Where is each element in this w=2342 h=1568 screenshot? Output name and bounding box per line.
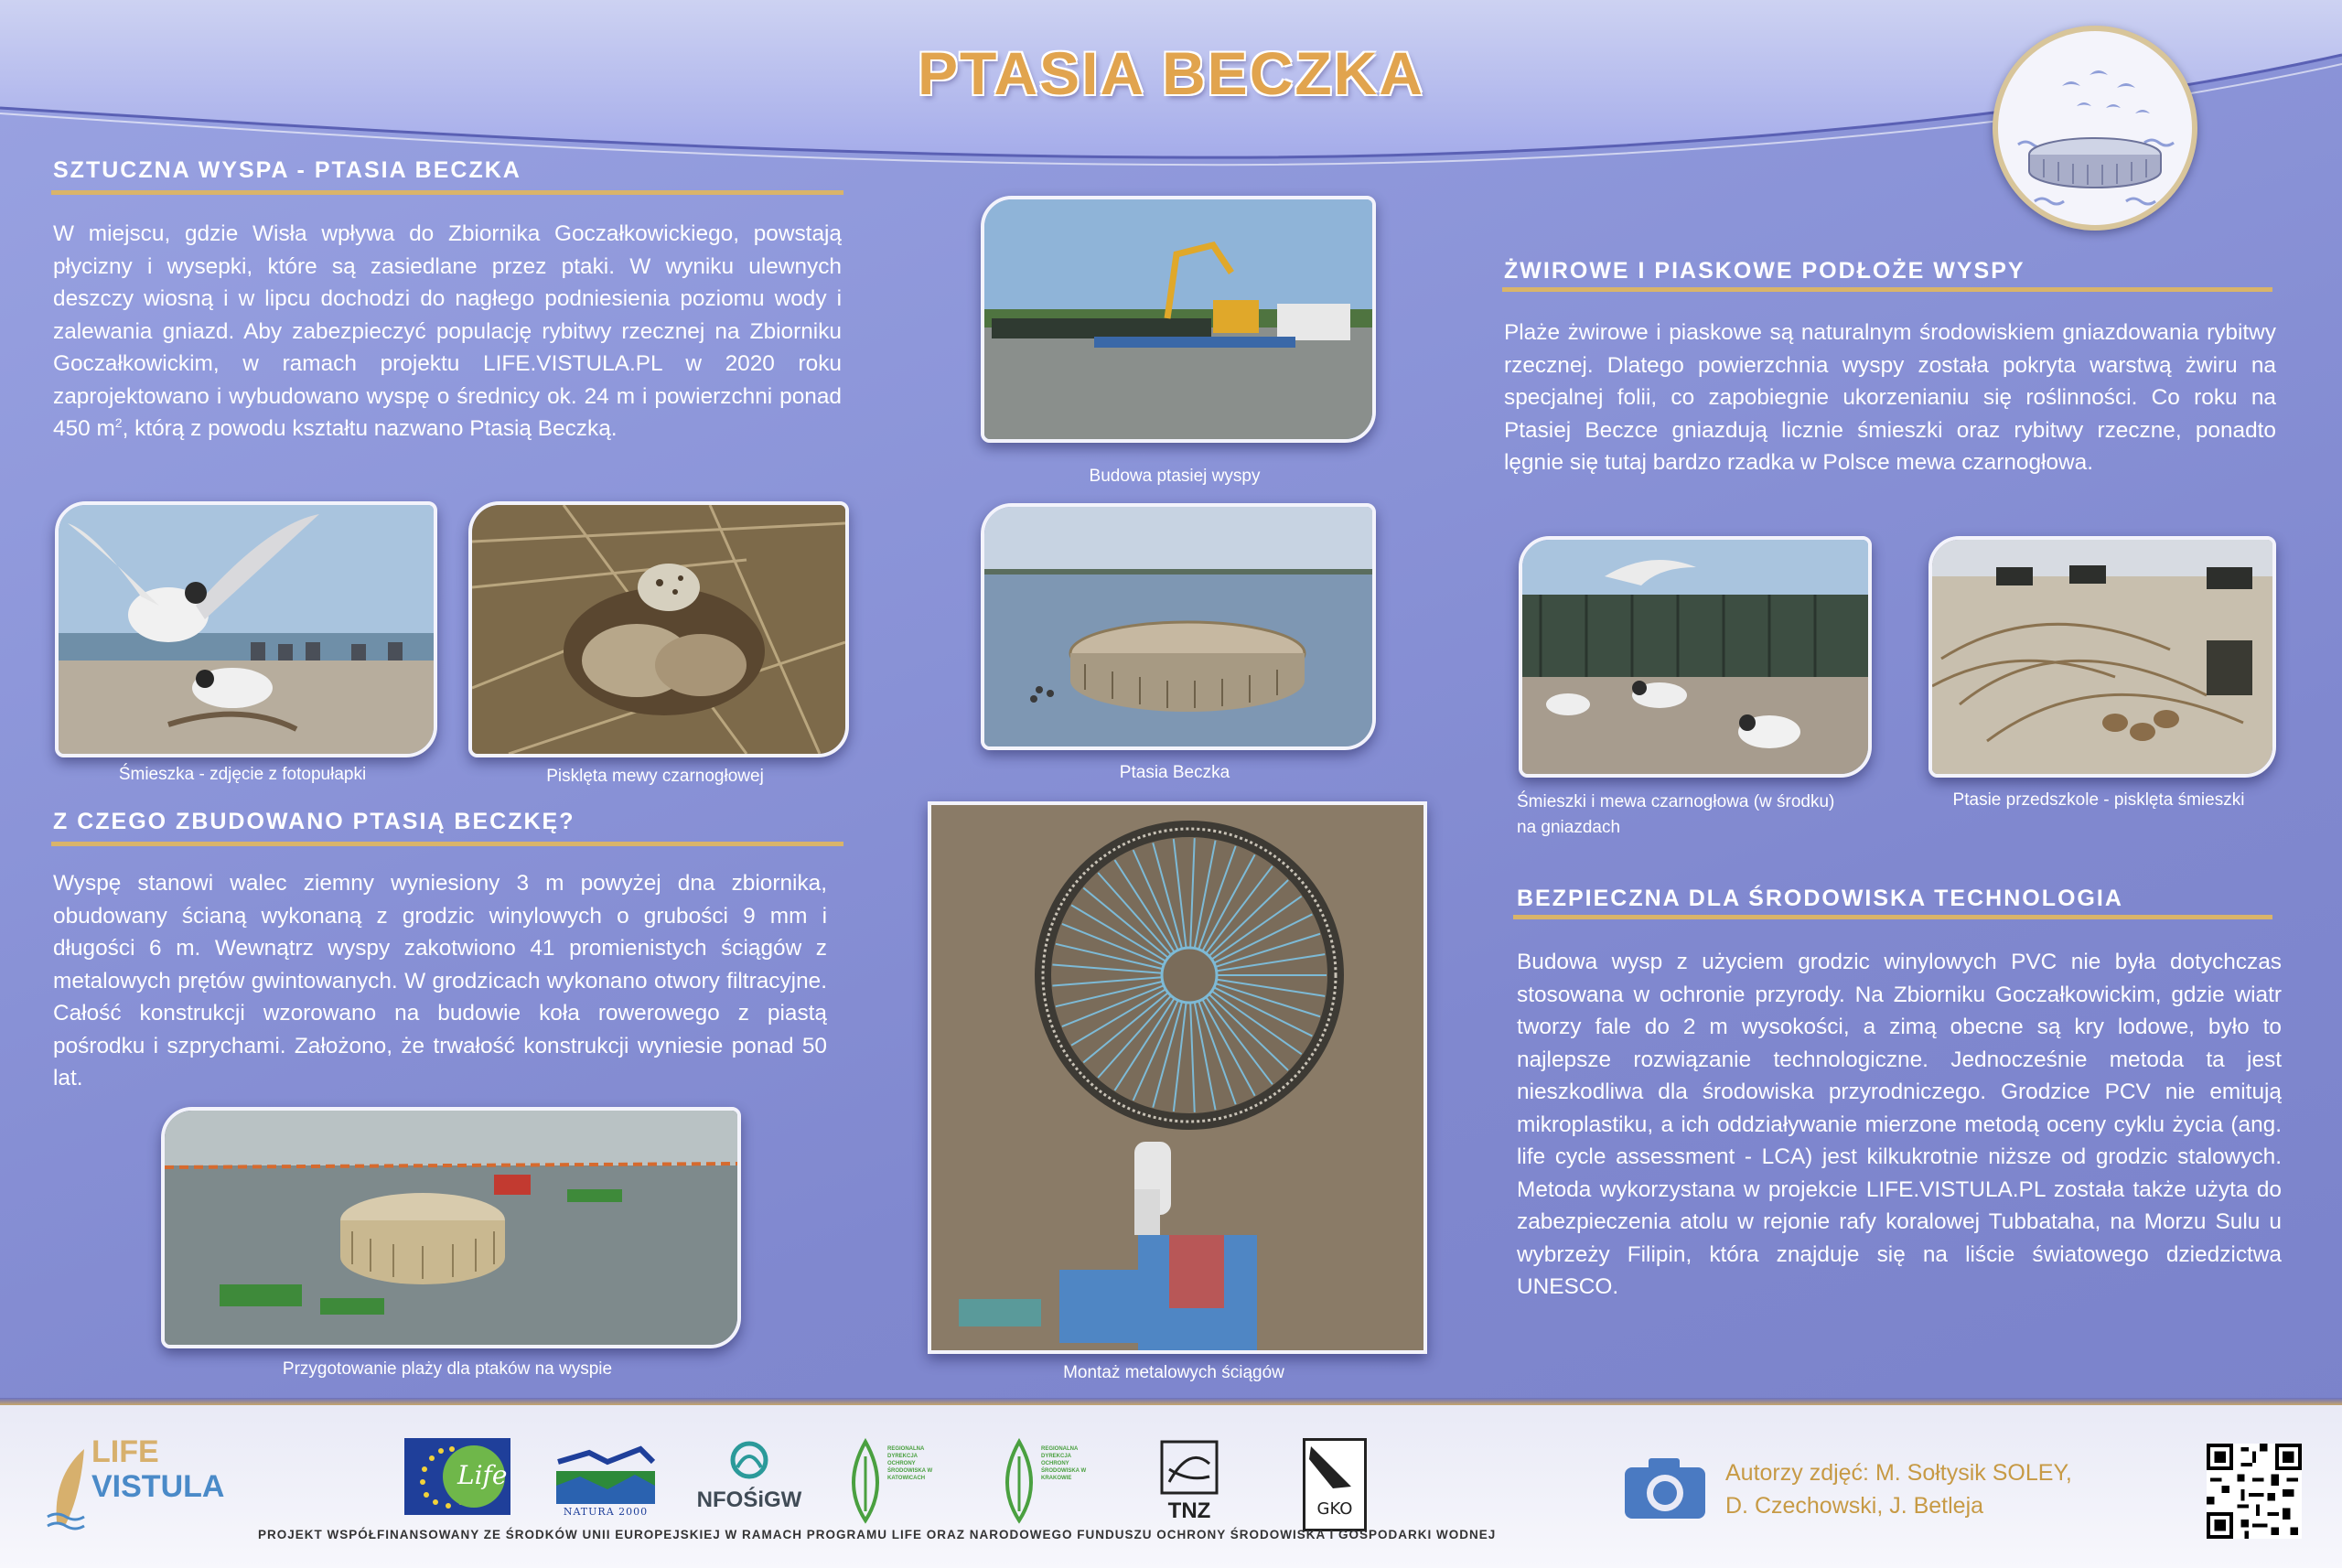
photo-authors-line-1: Autorzy zdjęć: M. Sołtysik SOLEY, xyxy=(1725,1460,2072,1486)
section-underline xyxy=(1513,915,2272,919)
photo-beach-preparation xyxy=(161,1107,741,1348)
photo-chick-kindergarten xyxy=(1928,536,2276,778)
caption-gull-camera-trap: Śmieszka - zdjęcie z fotopułapki xyxy=(118,765,367,784)
section-text-construction: Wyspę stanowi walec ziemny wyniesiony 3 m powyżej dna zbiornika, obudowany ścianą wykonaną z grodzic winylowych o grubości 9 mm i długości 6 m. Wewnątrz wyspy zakotwiono 41 promienistych ściągów z metalowych prętów gwintowanych. W grodzicach wykonano otwory filtracyjne. Całość konstrukcji wzorowano na budowie koła rowerowego z piastą pośrodku i szprychami. Założono, że trwałość konstrukcji wyniesie ponad 50 lat. xyxy=(53,871,827,1090)
funding-statement: PROJEKT WSPÓŁFINANSOWANY ZE ŚRODKÓW UNII EUROPEJSKIEJ W RAMACH PROGRAMU LIFE ORAZ NARODOWEGO FUNDUSZU OCHRONY ŚRODOWISKA I GOSPODARKI WODNEJ xyxy=(258,1528,1497,1541)
caption-gulls-on-nests-2: na gniazdach xyxy=(1517,818,1621,837)
section-underline xyxy=(51,190,843,195)
photo-gulls-on-nests xyxy=(1519,536,1872,778)
nfosigw-logo-text: NFOŚiGW xyxy=(696,1487,802,1512)
caption-aerial-spokes: Montaż metalowych ściągów xyxy=(1063,1363,1284,1382)
natura-2000-logo-text: NATURA 2000 xyxy=(563,1506,649,1518)
caption-chicks: Pisklęta mewy czarnogłowej xyxy=(546,767,764,786)
section-underline xyxy=(51,842,843,846)
caption-beach-preparation: Przygotowanie plaży dla ptaków na wyspie xyxy=(282,1359,613,1379)
tnz-logo xyxy=(1156,1436,1222,1528)
photo-island-construction xyxy=(981,196,1376,443)
rdos-krakow-logo xyxy=(995,1438,1090,1526)
page-title: PTASIA BECZKA xyxy=(918,39,1424,107)
camera-icon xyxy=(1621,1453,1709,1522)
rdos-katowice-logo xyxy=(842,1438,933,1526)
eu-life-logo-text: Life xyxy=(457,1460,508,1490)
s1-text-a: W miejscu, gdzie Wisła wpływa do Zbiornika Goczałkowickiego, powstają płycizny i wysepki, które są zasiedlane przez ptaki. W wyniku ulewnych deszczy wiosną i w lipcu dochodzi do nagłego podniesienia poziomu wody i zalewania gniazd. Aby zabezpieczyć populację rybitwy rzecznej na Zbiorniku Goczałkowickim, w ramach projektu LIFE.VISTULA.PL w 2020 roku zaprojektowano i wybudowano wyspę o średnicy ok. 24 m i powierzchni ponad 450 m xyxy=(53,221,842,441)
natura-2000-logo xyxy=(553,1440,659,1519)
photo-chicks-nest xyxy=(468,501,849,757)
qr-code[interactable] xyxy=(2207,1444,2302,1539)
nfosigw-logo xyxy=(692,1440,807,1522)
gko-logo xyxy=(1303,1438,1367,1531)
rdos-katowice-text: REGIONALNA DYREKCJA OCHRONY ŚRODOWISKA W KATOWICACH xyxy=(887,1446,933,1481)
s1-text-b: , którą z powodu kształtu nazwano Ptasią Beczką. xyxy=(122,416,618,441)
life-vistula-logo-text-1: LIFE xyxy=(91,1434,159,1469)
photo-authors xyxy=(1725,1456,2072,1522)
section-text-artificial-island xyxy=(53,218,842,446)
photo-authors-line-2: D. Czechowski, J. Betleja xyxy=(1725,1493,1984,1519)
caption-chick-kindergarten: Ptasie przedszkole - pisklęta śmieszki xyxy=(1952,790,2245,810)
life-vistula-logo-text-2: VISTULA xyxy=(91,1469,225,1504)
gko-logo-text: GKO xyxy=(1316,1499,1353,1519)
section-underline xyxy=(1502,287,2272,292)
section-text-gravel-substrate: Plaże żwirowe i piaskowe są naturalnym środowiskiem gniazdowania rybitwy rzecznej. Dlatego powierzchnia wyspy została pokryta warstwą żwiru na specjalnej folii, co zapobiegnie ukorzenianiu się roślinności. Co roku na Ptasiej Beczce gniazdują licznie śmieszki oraz rybitwy rzeczne, ponadto lęgnie się tutaj bardzo rzadka w Polsce mewa czarnogłowa. xyxy=(1504,320,2276,475)
photo-ptasia-beczka xyxy=(981,503,1376,750)
section-heading-artificial-island: SZTUCZNA WYSPA - PTASIA BECZKA xyxy=(53,157,521,183)
s1-superscript: 2 xyxy=(114,414,123,430)
footer-divider xyxy=(0,1398,2342,1405)
rdos-krakow-text: REGIONALNA DYREKCJA OCHRONY ŚRODOWISKA W KRAKOWIE xyxy=(1041,1446,1087,1481)
caption-ptasia-beczka: Ptasia Beczka xyxy=(1119,763,1230,782)
eu-life-logo xyxy=(404,1438,510,1515)
section-heading-construction: Z CZEGO ZBUDOWANO PTASIĄ BECZKĘ? xyxy=(53,809,575,834)
tnz-logo-text: TNZ xyxy=(1167,1498,1211,1523)
bird-barrel-logo xyxy=(1993,26,2197,231)
section-text-safe-technology: Budowa wysp z użyciem grodzic winylowych PVC nie była dotychczas stosowana w ochronie przyrody. Na Zbiorniku Goczałkowickim, gdzie wiatr tworzy fale do 2 m wysokości, a zimą obecne są kry lodowe, było to najlepsze rozwiązanie technologiczne. Jednocześnie metoda ta jest nieszkodliwa dla środowiska przyrodniczego. Grodzice PCV nie emitują mikroplastiku, a ich oddziaływanie mierzone metodą oceny cyklu życia (ang. life cycle assessment - LCA) jest kilkukrotnie niższe od grodzic stalowych. Metoda wykorzystana w projekcie LIFE.VISTULA.PL została także użyta do zabezpieczenia atolu w rejonie rafy koralowej Tubbataha, na Morzu Sulu u wybrzeży Filipin, która znajduje się na liście światowego dziedzictwa UNESCO. xyxy=(1517,950,2282,1299)
section-heading-safe-technology: BEZPIECZNA DLA ŚRODOWISKA TECHNOLOGIA xyxy=(1517,886,2123,911)
caption-gulls-on-nests-1: Śmieszki i mewa czarnogłowa (w środku) xyxy=(1517,792,1835,811)
photo-aerial-spokes-assembly xyxy=(928,801,1427,1354)
photo-gull-camera-trap xyxy=(55,501,437,757)
caption-island-construction: Budowa ptasiej wyspy xyxy=(1089,467,1261,486)
section-heading-gravel-substrate: ŻWIROWE I PIASKOWE PODŁOŻE WYSPY xyxy=(1504,258,2025,284)
